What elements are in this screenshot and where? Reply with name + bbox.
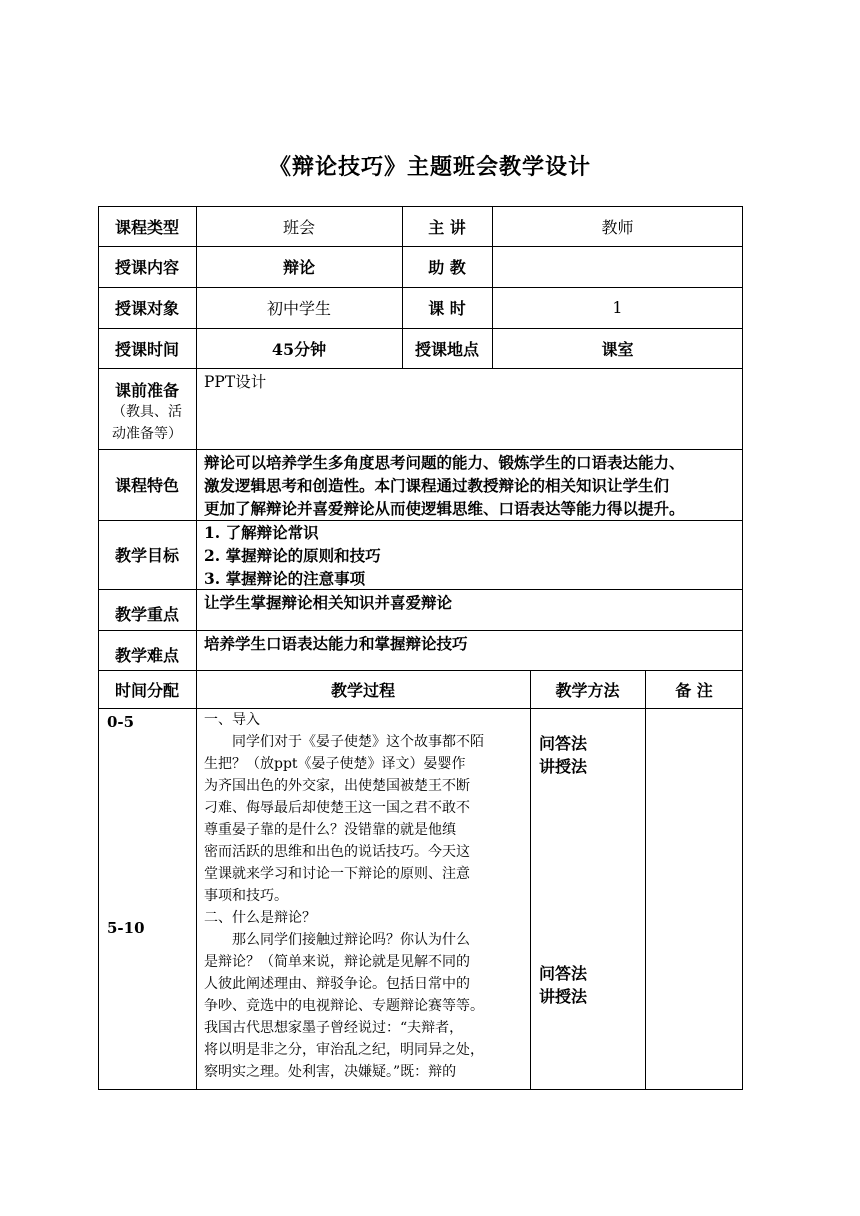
header-remark: 备 注 — [675, 680, 713, 700]
time-slot-2: 5-10 — [107, 919, 145, 937]
process-text — [204, 709, 526, 1083]
focus-value: 让学生掌握辩论相关知识并喜爱辩论 — [204, 593, 453, 612]
process-line: 为齐国出色的外交家，出使楚国被楚王不断 — [204, 778, 470, 794]
content-label: 授课内容 — [114, 258, 179, 277]
difficulty-label: 教学难点 — [114, 645, 179, 665]
process-line: 事项和技巧。 — [204, 888, 288, 904]
assistant-label: 助 教 — [428, 258, 466, 277]
header-method: 教学方法 — [555, 680, 620, 700]
process-line: 生把？（放ppt《晏子使楚》译文）晏婴作 — [204, 756, 466, 772]
hours-label: 课 时 — [428, 299, 466, 318]
assistant-value — [492, 246, 743, 287]
process-line: 堂课就来学习和讨论一下辩论的原则、注意 — [204, 866, 470, 882]
section-title: 二、什么是辩论？ — [204, 910, 316, 926]
goal-item: 2. 掌握辩论的原则和技巧 — [204, 546, 381, 565]
feature-line: 辩论可以培养学生多角度思考问题的能力、锻炼学生的口语表达能力、 — [204, 453, 685, 472]
content-value: 辩论 — [282, 258, 315, 277]
header-process: 教学过程 — [330, 680, 395, 700]
method-item: 问答法 — [539, 964, 588, 983]
goal-item: 3. 掌握辩论的注意事项 — [204, 569, 366, 588]
goal-item: 1. 了解辩论常识 — [204, 523, 319, 542]
method-group-1 — [539, 732, 587, 778]
time-label: 授课时间 — [114, 339, 179, 359]
goals-label: 教学目标 — [114, 546, 179, 565]
lecturer-value: 教师 — [601, 217, 634, 237]
process-line: 我国古代思想家墨子曾经说过：“夫辩者， — [204, 1020, 464, 1036]
prep-value: PPT设计 — [204, 373, 267, 391]
process-line: 察明实之理。处利害，决嫌疑。”既：辩的 — [204, 1064, 457, 1080]
method-item: 讲授法 — [539, 757, 588, 776]
method-item: 问答法 — [539, 734, 588, 753]
place-label: 授课地点 — [414, 339, 479, 359]
difficulty-value: 培养学生口语表达能力和掌握辩论技巧 — [204, 634, 468, 653]
time-slot-1: 0-5 — [107, 713, 135, 731]
feature-line: 激发逻辑思考和创造性。本门课程通过教授辩论的相关知识让学生们 — [204, 476, 670, 495]
audience-label: 授课对象 — [114, 299, 179, 318]
method-group-2 — [539, 962, 587, 1008]
audience-value: 初中学生 — [266, 299, 331, 318]
process-line: 人彼此阐述理由、辩驳争论。包括日常中的 — [204, 976, 470, 992]
lecturer-label: 主 讲 — [428, 217, 466, 237]
process-line: 是辩论？（简单来说，辩论就是见解不同的 — [204, 954, 470, 970]
method-item: 讲授法 — [539, 987, 588, 1006]
prep-label: 课前准备 — [114, 381, 179, 400]
process-line: 同学们对于《晏子使楚》这个故事都不陌 — [232, 734, 484, 750]
place-value: 课室 — [601, 339, 634, 359]
goals-list — [204, 521, 381, 590]
section-title: 一、导入 — [204, 712, 260, 728]
header-time: 时间分配 — [114, 680, 179, 700]
process-line: 尊重晏子靠的是什么？没错靠的就是他缜 — [204, 822, 456, 838]
feature-label: 课程特色 — [114, 476, 179, 495]
process-line: 刁难、侮辱最后却使楚王这一国之君不敢不 — [204, 800, 470, 816]
process-line: 密而活跃的思维和出色的说话技巧。今天这 — [204, 844, 470, 860]
hours-value: 1 — [612, 298, 623, 317]
process-line: 将以明是非之分，审治乱之纪，明同异之处， — [204, 1042, 484, 1058]
time-value: 45分钟 — [271, 339, 327, 359]
process-line: 那么同学们接触过辩论吗？你认为什么 — [232, 932, 470, 948]
document-title: 《辩论技巧》主题班会教学设计 — [268, 154, 591, 180]
feature-text — [204, 451, 744, 520]
prep-note: （教具、活动准备等） — [112, 404, 182, 442]
course-type-value: 班会 — [282, 217, 315, 237]
course-type-label: 课程类型 — [114, 217, 179, 237]
prep-label-cell — [98, 368, 196, 449]
feature-line: 更加了解辩论并喜爱辩论从而使逻辑思维、口语表达等能力得以提升。 — [204, 499, 685, 518]
process-line: 争吵、竞选中的电视辩论、专题辩论赛等等。 — [204, 998, 484, 1014]
focus-label: 教学重点 — [114, 605, 179, 624]
